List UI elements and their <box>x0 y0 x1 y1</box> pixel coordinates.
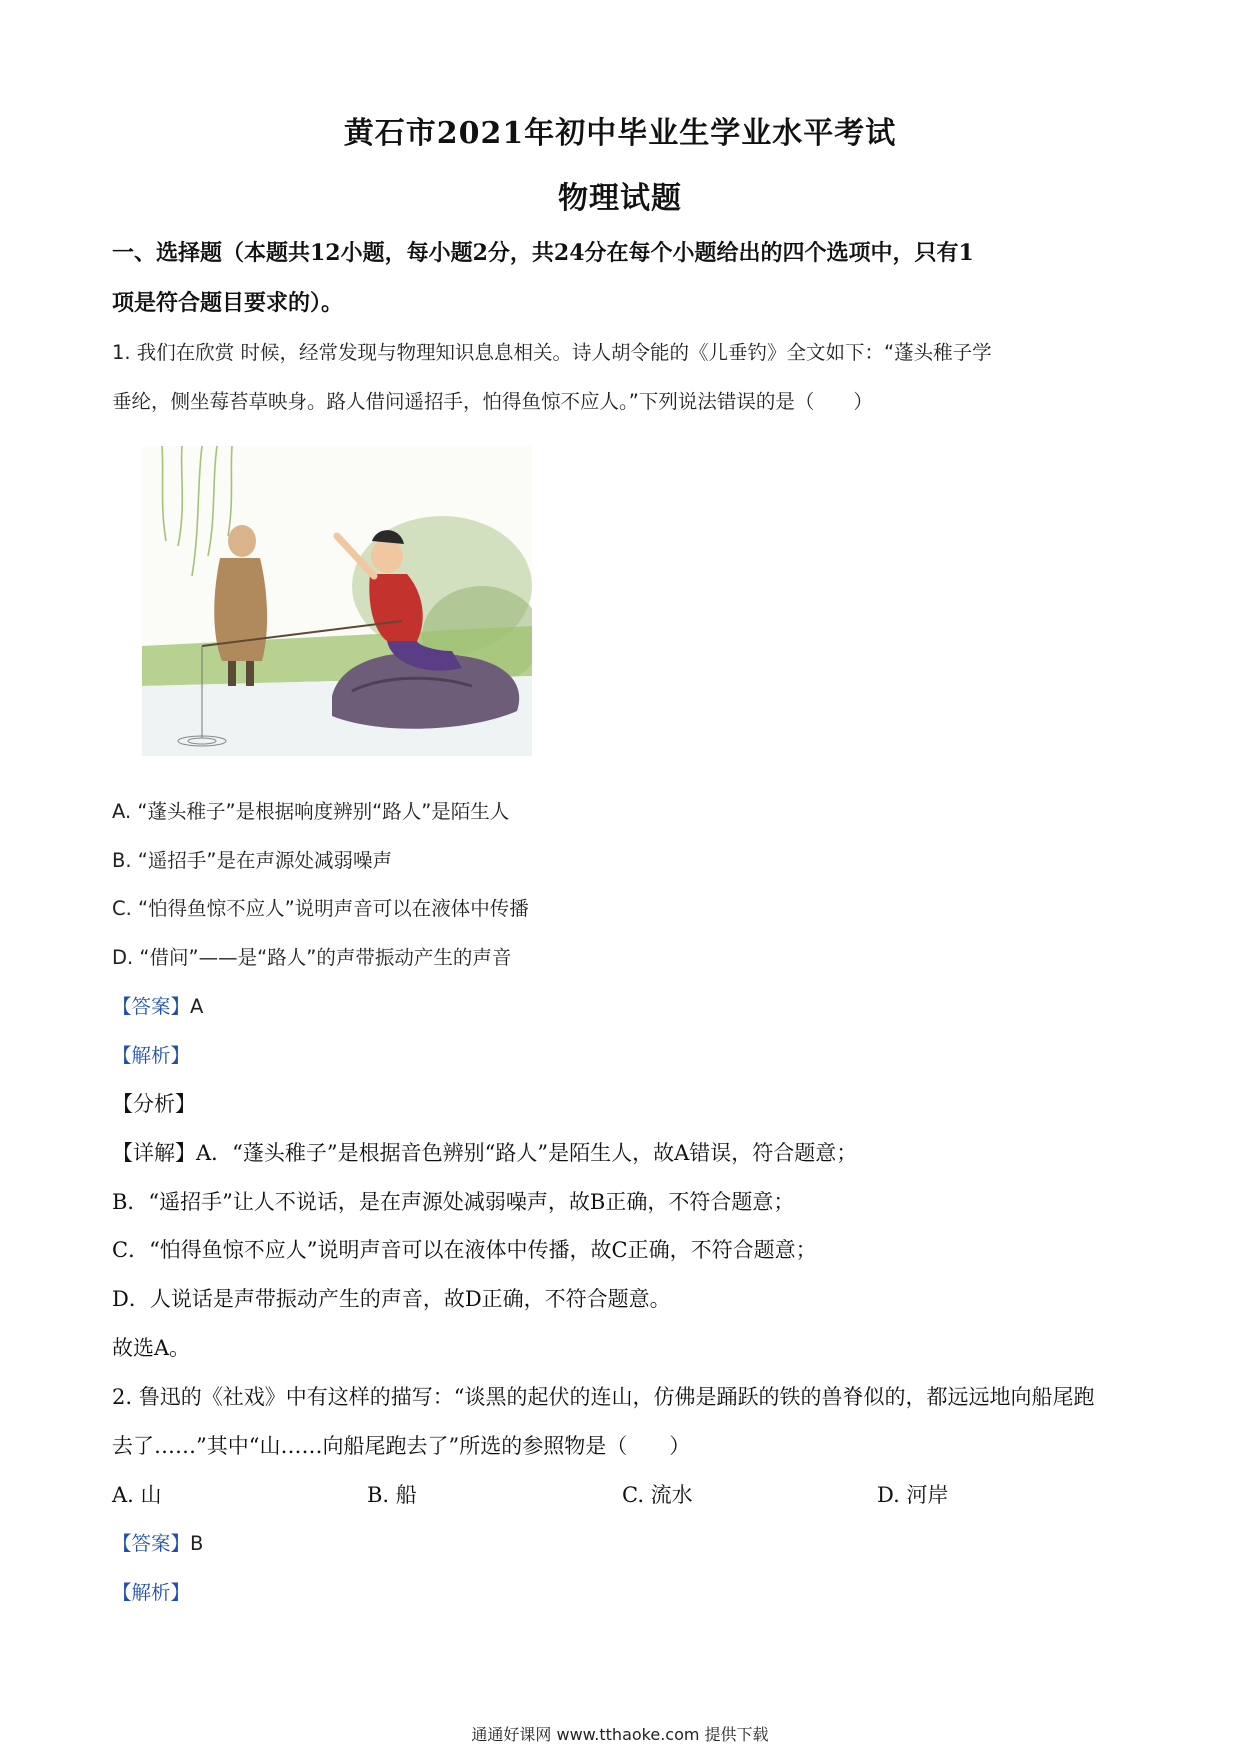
q1-option-b: B. “遥招手”是在声源处减弱噪声 <box>112 849 392 872</box>
q2-answer-line <box>112 1528 203 1556</box>
fishing-illustration <box>142 446 532 756</box>
q2-option-b: B. 船 <box>367 1483 417 1507</box>
answer-tag: 【答案】 <box>112 1532 191 1555</box>
answer-value: A <box>190 995 204 1018</box>
q2-option-a: A. 山 <box>112 1483 162 1507</box>
q2-stem-line1: 2. 鲁迅的《社戏》中有这样的描写：“谈黑的起伏的连山，仿佛是踊跃的铁的兽脊似的，都远远地向船尾跑 <box>112 1385 1095 1409</box>
section-heading-line2: 项是符合题目要求的）。 <box>112 290 344 316</box>
q1-option-d: D. “借问”——是“路人”的声带振动产生的声音 <box>112 946 512 969</box>
exam-title: 黄石市2021年初中毕业生学业水平考试 <box>343 116 897 151</box>
q1-detail-line1 <box>112 1137 857 1167</box>
q2-option-c: C. 流水 <box>622 1483 693 1507</box>
q2-analysis-tag: 【解析】 <box>112 1581 191 1604</box>
q2-options-row <box>112 1479 1132 1509</box>
q1-answer-line <box>112 991 203 1019</box>
exam-subtitle: 物理试题 <box>558 181 682 216</box>
q1-option-c: C. “怕得鱼惊不应人”说明声音可以在液体中传播 <box>112 897 529 920</box>
q2-option-d: D. 河岸 <box>877 1483 949 1507</box>
q1-stem-line2: 垂纶，侧坐莓苔草映身。路人借问遥招手，怕得鱼惊不应人。”下列说法错误的是（ ） <box>112 390 873 413</box>
q1-detail-line2: B．“遥招手”让人不说话，是在声源处减弱噪声，故B正确，不符合题意； <box>112 1190 795 1214</box>
detail-tag: 【详解】 <box>112 1141 196 1165</box>
answer-value: B <box>190 1532 204 1555</box>
page-footer: 通通好课网 www.tthaoke.com 提供下载 <box>471 1725 769 1744</box>
q2-stem-line2: 去了……”其中“山……向船尾跑去了”所选的参照物是（ ） <box>112 1434 691 1458</box>
q1-conclusion: 故选A。 <box>112 1336 191 1360</box>
q1-option-a: A. “蓬头稚子”是根据响度辨别“路人”是陌生人 <box>112 800 510 823</box>
q1-analysis-tag: 【解析】 <box>112 1044 191 1067</box>
q1-detail-line4: D．人说话是声带振动产生的声音，故D正确，不符合题意。 <box>112 1287 671 1311</box>
q1-detail-line3: C．“怕得鱼惊不应人”说明声音可以在液体中传播，故C正确，不符合题意； <box>112 1238 817 1262</box>
q1-fenxi-tag: 【分析】 <box>112 1092 196 1116</box>
detail-text: A．“蓬头稚子”是根据音色辨别“路人”是陌生人，故A错误，符合题意； <box>196 1141 858 1165</box>
q1-stem-line1: 1. 我们在欣赏 时候，经常发现与物理知识息息相关。诗人胡令能的《儿垂钓》全文如下：“蓬头稚子学 <box>112 341 992 364</box>
section-heading-line1: 一、选择题（本题共12小题，每小题2分，共24分在每个小题给出的四个选项中，只有1 <box>112 240 974 266</box>
answer-tag: 【答案】 <box>112 995 191 1018</box>
